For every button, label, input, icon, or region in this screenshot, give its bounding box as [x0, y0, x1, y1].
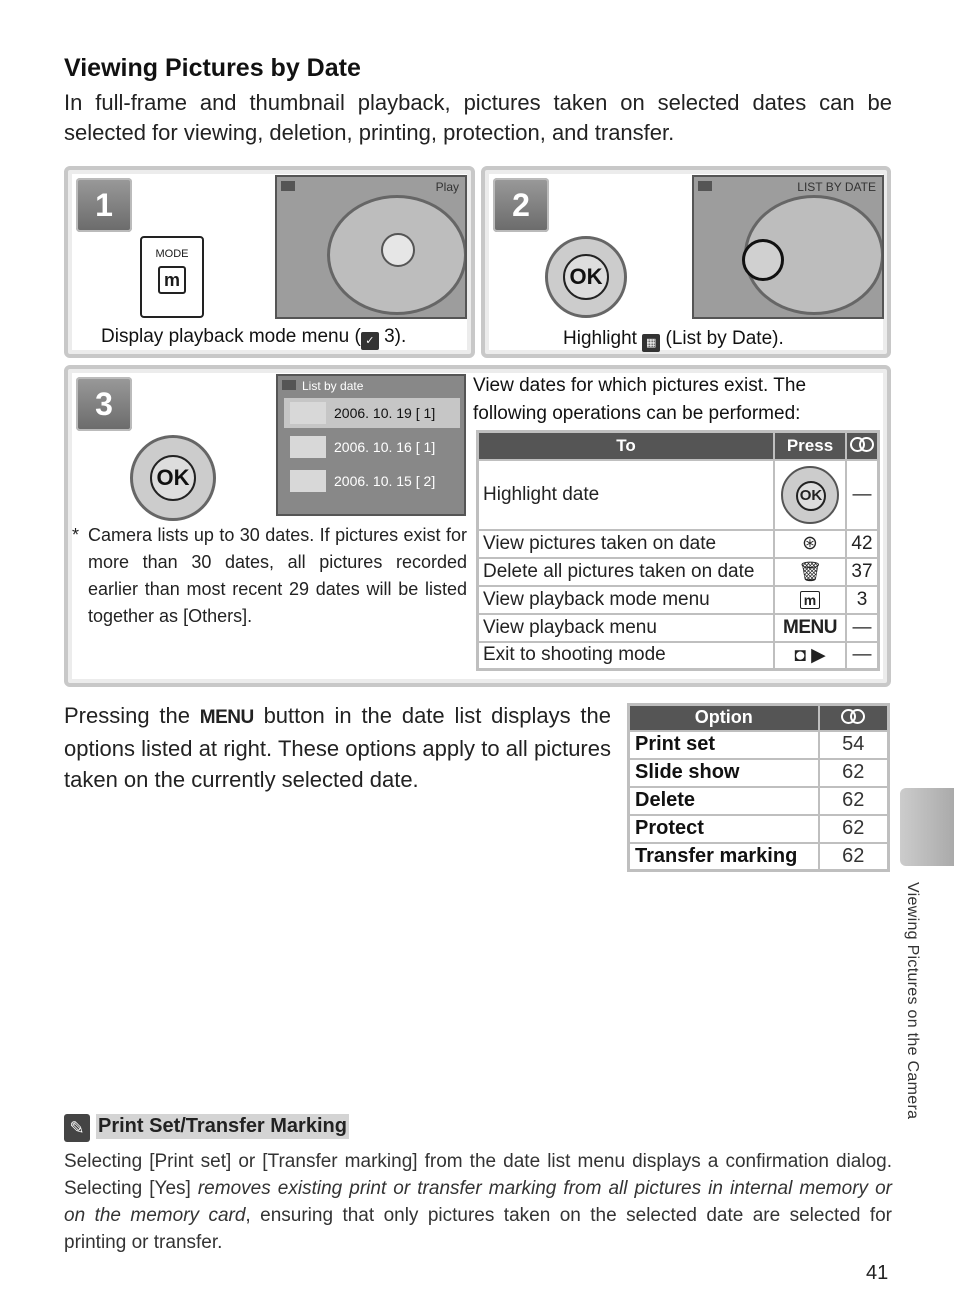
- menu-icon: MENU: [199, 707, 254, 728]
- press-header: Press: [774, 432, 846, 460]
- trash-icon: 🗑: [774, 558, 846, 586]
- footnote: [72, 522, 467, 630]
- step-2-screen: [692, 175, 884, 319]
- table-row: View playback mode menu m 3: [478, 586, 879, 614]
- table-row: Delete 62: [629, 787, 889, 815]
- chapter-tab: [900, 788, 954, 866]
- note-body: Selecting [Print set] or [Transfer marking] from the date list menu displays a confirmation dialog. Selecting [Yes] removes existing print or transfer marking from all pictures in internal memory or on the memory card, ensuring that only pictures taken on the selected date are selected for printing or transfer.: [64, 1151, 892, 1253]
- mode-button-label: MODE: [155, 248, 189, 260]
- reference-header: [846, 432, 879, 460]
- thumbnail: [290, 402, 326, 424]
- footnote-text: Camera lists up to 30 dates. If pictures exist for more than 30 dates, all pictures recorded earlier than most recent 29 dates will be listed together as [Others].: [88, 525, 467, 626]
- list-by-date-icon: [742, 239, 784, 281]
- step-1-screen: [275, 175, 467, 319]
- list-by-date-icon: ▦: [642, 334, 660, 352]
- step-2-caption: Highlight ▦ (List by Date).: [563, 328, 784, 352]
- reference-header: [819, 705, 889, 731]
- option-header: Option: [629, 705, 819, 731]
- intro-paragraph: In full-frame and thumbnail playback, pictures taken on selected dates can be selected for viewing, deletion, printing, protection, and transfer.: [64, 90, 892, 145]
- options-table: [627, 703, 890, 872]
- date-list-title: List by date: [302, 379, 364, 393]
- list-by-date-icon: [282, 380, 296, 390]
- table-row: Delete all pictures taken on date 🗑 37: [478, 558, 879, 586]
- menu-icon: MENU: [774, 614, 846, 642]
- pencil-icon: ✎: [64, 1114, 90, 1142]
- thumbnail: [290, 436, 326, 458]
- step-2-panel: [481, 166, 891, 358]
- playback-icon: [698, 181, 712, 191]
- page-number: 41: [866, 1262, 889, 1284]
- table-row: View pictures taken on date ⊛ 42: [478, 530, 879, 558]
- chapter-label: Viewing Pictures on the Camera: [904, 882, 921, 1120]
- playback-icon: [281, 181, 295, 191]
- table-row: Exit to shooting mode ◘ ▶ —: [478, 642, 879, 670]
- note-title: Print Set/Transfer Marking: [98, 1115, 347, 1137]
- table-row: Protect 62: [629, 815, 889, 843]
- menu-paragraph: Pressing the MENU button in the date list displays the options listed at right. These options apply to all pictures taken on the currently selected date.: [64, 703, 611, 792]
- step-1-panel: [64, 166, 475, 358]
- reference-icon: [838, 707, 868, 723]
- footnote-mark: *: [72, 525, 80, 545]
- ok-button: OK: [563, 254, 609, 300]
- date-list-item: 2006. 10. 16 [ 1]: [284, 432, 460, 462]
- table-row: Transfer marking 62: [629, 843, 889, 871]
- step-1-screen-label: Play: [435, 180, 459, 194]
- multi-selector-icon: OK: [781, 466, 839, 524]
- mode-button: [140, 236, 204, 318]
- date-list-screen: [276, 374, 466, 516]
- operations-table: [476, 430, 880, 671]
- reference-icon: [847, 435, 877, 451]
- thumbnail: [290, 470, 326, 492]
- reference-icon: ✓: [361, 332, 379, 350]
- mode-icon: m: [158, 266, 186, 294]
- step-3-number: 3: [76, 377, 132, 431]
- section-title: Viewing Pictures by Date: [64, 54, 361, 82]
- mode-icon: m: [774, 586, 846, 614]
- step-2-number: 2: [493, 178, 549, 232]
- date-list-item: 2006. 10. 15 [ 2]: [284, 466, 460, 496]
- date-list-item: 2006. 10. 19 [ 1]: [284, 398, 460, 428]
- ok-icon: ⊛: [774, 530, 846, 558]
- table-row: Highlight date OK —: [478, 460, 879, 530]
- step-2-screen-label: LIST BY DATE: [797, 180, 876, 194]
- step-1-number: 1: [76, 178, 132, 232]
- shooting-playback-icon: ◘ ▶: [774, 642, 846, 670]
- table-row: Slide show 62: [629, 759, 889, 787]
- dial-center: [381, 233, 415, 267]
- step-1-caption: Display playback mode menu ( ✓ 3).: [101, 326, 406, 350]
- to-header: To: [478, 432, 775, 460]
- table-row: View playback menu MENU —: [478, 614, 879, 642]
- ok-button: OK: [150, 455, 196, 501]
- step-3-description: View dates for which pictures exist. The following operations can be performed:: [473, 375, 807, 424]
- table-row: Print set 54: [629, 731, 889, 759]
